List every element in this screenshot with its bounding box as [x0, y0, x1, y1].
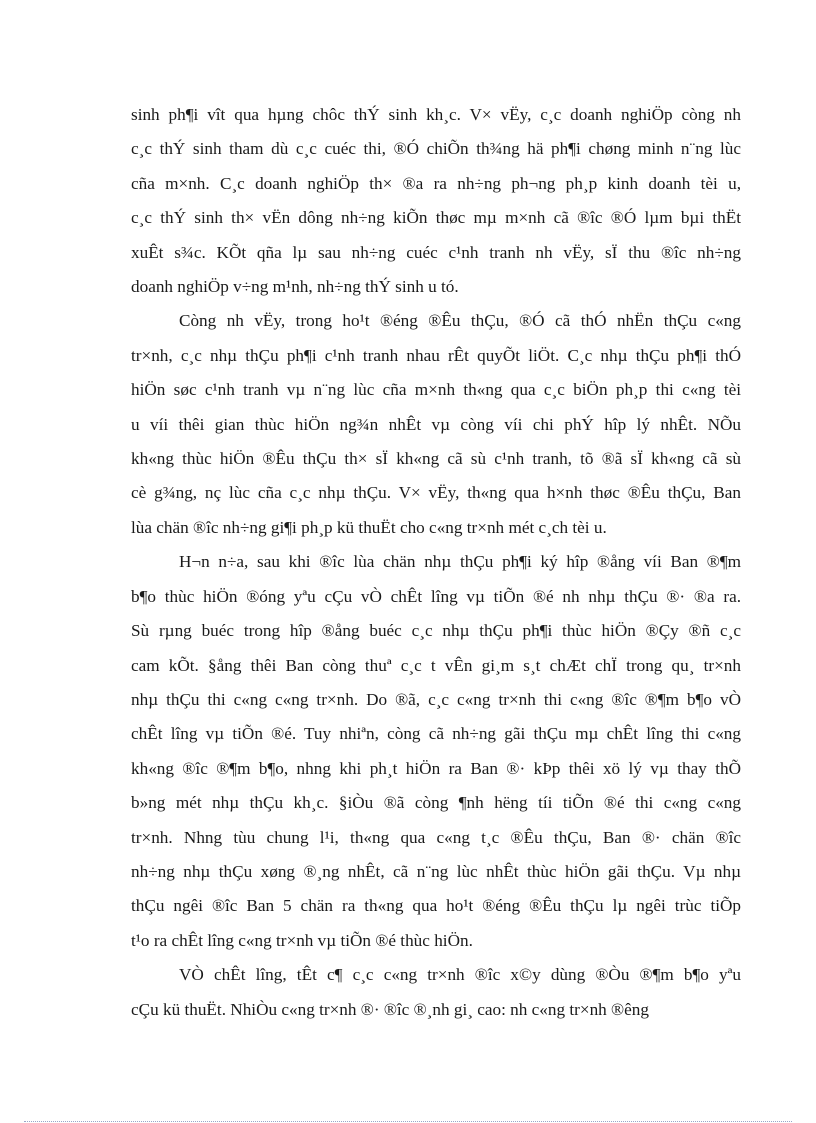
text-line: sinh ph¶i vît qua hµng chôc thÝ sinh kh¸c. V× vËy, c¸c doanh nghiÖp còng nh	[131, 105, 741, 124]
text-line: c¸c thÝ sinh th× vËn dông nh÷ng kiÕn thøc mµ m×nh cã ®îc ®Ó lµm bµi thËt	[131, 208, 741, 228]
text-line: cÇu kü thuËt. NhiÒu c«ng tr×nh ®· ®îc ®¸nh gi¸ cao: nh c«ng tr×nh ®êng	[131, 999, 649, 1019]
text-line: kh«ng ®îc ®¶m b¶o, nhng khi ph¸t hiÖn ra Ban ®· kÞp thêi xö lý vµ thay thÕ	[131, 758, 741, 778]
text-line: t¹o ra chÊt lîng c«ng tr×nh vµ tiÕn ®é thùc hiÖn.	[131, 930, 473, 950]
text-line: cè g¾ng, nç lùc cña c¸c nhµ thÇu. V× vËy, th«ng qua h×nh thøc ®Êu thÇu, Ban	[131, 483, 741, 503]
text-line: kh«ng thùc hiÖn ®Êu thÇu th× sÏ kh«ng cã sù c¹nh tranh, tõ ®ã sÏ kh«ng cã sù	[131, 449, 741, 469]
text-line: xuÊt s¾c. KÕt qña lµ sau nh÷ng cuéc c¹nh tranh nh vËy, sÏ thu ®îc nh÷ng	[131, 242, 741, 262]
text-line: tr×nh, c¸c nhµ thÇu ph¶i c¹nh tranh nhau rÊt quyÕt liÖt. C¸c nhµ thÇu ph¶i thÓ	[131, 345, 741, 365]
text-line: nhµ thÇu thi c«ng c«ng tr×nh. Do ®ã, c¸c c«ng tr×nh thi c«ng ®îc ®¶m b¶o vÒ	[131, 689, 741, 709]
text-line: lùa chän ®îc nh÷ng gi¶i ph¸p kü thuËt cho c«ng tr×nh mét c¸ch tèi u.	[131, 517, 607, 537]
page-bottom-rule	[24, 1121, 792, 1122]
text-line: nh÷ng nhµ thÇu xøng ®¸ng nhÊt, cã n¨ng lùc nhÊt thùc hiÖn gãi thÇu. Vµ nhµ	[131, 861, 741, 881]
text-line: cam kÕt. §ång thêi Ban còng thuª c¸c t vÊn gi¸m s¸t chÆt chÏ trong qu¸ tr×nh	[131, 655, 741, 675]
text-line: VÒ chÊt lîng, tÊt c¶ c¸c c«ng tr×nh ®îc x©y dùng ®Òu ®¶m b¶o yªu	[179, 965, 741, 985]
text-line: b¶o thùc hiÖn ®óng yªu cÇu vÒ chÊt lîng vµ tiÕn ®é nh nhµ thÇu ®· ®a ra.	[131, 586, 741, 606]
text-line: cña m×nh. C¸c doanh nghiÖp th× ®a ra nh÷ng ph¬ng ph¸p kinh doanh tèi u,	[131, 173, 741, 193]
paragraph	[131, 545, 741, 958]
text-line: tr×nh. Nhng tùu chung l¹i, th«ng qua c«ng t¸c ®Êu thÇu, Ban ®· chän ®îc	[131, 827, 741, 847]
text-line: c¸c thÝ sinh tham dù c¸c cuéc thi, ®Ó chiÕn th¾ng hä ph¶i chøng minh n¨ng lùc	[131, 139, 741, 159]
text-line: b»ng mét nhµ thÇu kh¸c. §iÒu ®ã còng ¶nh hëng tíi tiÕn ®é thi c«ng c«ng	[131, 793, 741, 813]
document-body	[131, 98, 741, 1027]
paragraph	[131, 304, 741, 545]
text-line: u víi thêi gian thùc hiÖn ng¾n nhÊt vµ còng víi chi phÝ hîp lý nhÊt. NÕu	[131, 414, 741, 434]
paragraph	[131, 958, 741, 1027]
text-line: H¬n n÷a, sau khi ®îc lùa chän nhµ thÇu ph¶i ký hîp ®ång víi Ban ®¶m	[179, 552, 741, 572]
paragraph	[131, 98, 741, 304]
text-line: Còng nh vËy, trong ho¹t ®éng ®Êu thÇu, ®Ó cã thÓ nhËn thÇu c«ng	[179, 311, 741, 331]
text-line: doanh nghiÖp v÷ng m¹nh, nh÷ng thÝ sinh u tó.	[131, 277, 459, 297]
text-line: thÇu ngêi ®îc Ban 5 chän ra th«ng qua ho¹t ®éng ®Êu thÇu lµ ngêi trùc tiÕp	[131, 896, 741, 916]
text-line: hiÖn søc c¹nh tranh vµ n¨ng lùc cña m×nh th«ng qua c¸c biÖn ph¸p thi c«ng tèi	[131, 380, 741, 400]
text-line: chÊt lîng vµ tiÕn ®é. Tuy nhiªn, còng cã nh÷ng gãi thÇu mµ chÊt lîng thi c«ng	[131, 724, 741, 744]
text-line: Sù rµng buéc trong hîp ®ång buéc c¸c nhµ thÇu ph¶i thùc hiÖn ®Çy ®ñ c¸c	[131, 621, 741, 641]
